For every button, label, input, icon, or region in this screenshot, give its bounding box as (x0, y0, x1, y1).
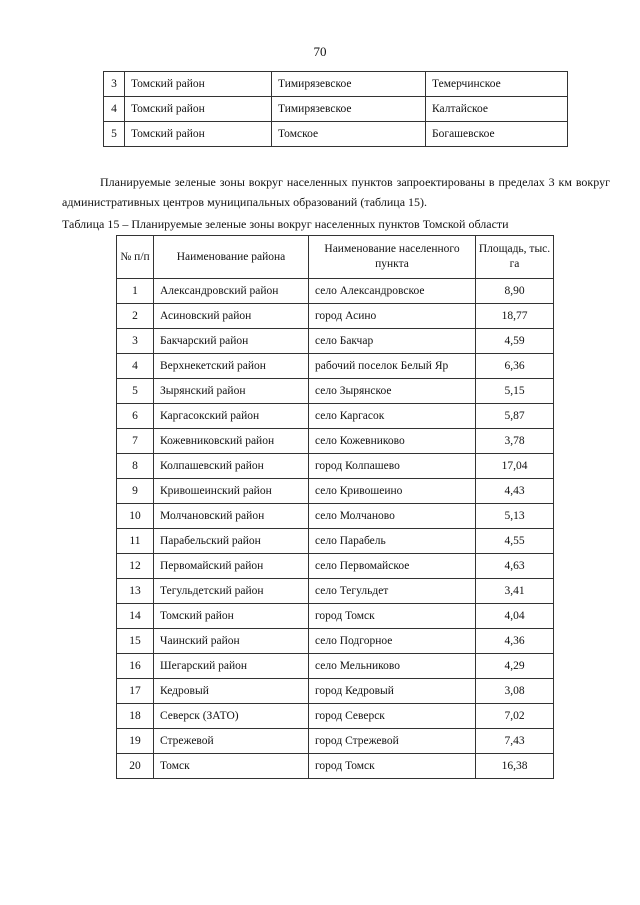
table-row (117, 604, 554, 629)
cell-num: 8 (117, 454, 154, 479)
cell-area: 4,43 (476, 479, 554, 504)
cell-num: 19 (117, 729, 154, 754)
cell-num: 16 (117, 654, 154, 679)
cell-district: Кожевниковский район (154, 429, 309, 454)
table-row (104, 122, 568, 147)
table-row (117, 729, 554, 754)
table-row (117, 579, 554, 604)
cell-area: 3,78 (476, 429, 554, 454)
cell-district: Тегульдетский район (154, 579, 309, 604)
cell-num: 17 (117, 679, 154, 704)
cell-num: 11 (117, 529, 154, 554)
cell-district: Чаинский район (154, 629, 309, 654)
table-row (117, 529, 554, 554)
cell-settlement: село Первомайское (309, 554, 476, 579)
table-row (117, 304, 554, 329)
cell-district: Томский район (125, 97, 272, 122)
cell-settlement: село Александровское (309, 279, 476, 304)
cell-center: Тимирязевское (272, 72, 426, 97)
cell-center: Тимирязевское (272, 97, 426, 122)
table-body (117, 279, 554, 779)
table-row (117, 329, 554, 354)
cell-area: 17,04 (476, 454, 554, 479)
cell-area: 4,04 (476, 604, 554, 629)
cell-district: Первомайский район (154, 554, 309, 579)
cell-district: Колпашевский район (154, 454, 309, 479)
cell-district: Стрежевой (154, 729, 309, 754)
page-number: 70 (313, 44, 327, 59)
cell-district: Асиновский район (154, 304, 309, 329)
cell-area: 7,43 (476, 729, 554, 754)
cell-settlement: село Парабель (309, 529, 476, 554)
cell-settlement: город Томск (309, 604, 476, 629)
cell-num: 1 (117, 279, 154, 304)
table-row (117, 504, 554, 529)
cell-zone: Калтайское (426, 97, 568, 122)
table-row (117, 354, 554, 379)
header-settlement: Наименование населенного пункта (309, 236, 476, 279)
table-row (104, 97, 568, 122)
cell-district: Кедровый (154, 679, 309, 704)
cell-settlement: село Каргасок (309, 404, 476, 429)
cell-settlement: село Подгорное (309, 629, 476, 654)
table-row (117, 679, 554, 704)
header-row (117, 236, 554, 279)
cell-settlement: село Молчаново (309, 504, 476, 529)
table-row (117, 704, 554, 729)
cell-settlement: село Тегульдет (309, 579, 476, 604)
cell-area: 3,08 (476, 679, 554, 704)
table-row (104, 72, 568, 97)
cell-district: Томский район (125, 122, 272, 147)
cell-district: Александровский район (154, 279, 309, 304)
cell-area: 6,36 (476, 354, 554, 379)
cell-area: 7,02 (476, 704, 554, 729)
cell-district: Парабельский район (154, 529, 309, 554)
cell-num: 4 (117, 354, 154, 379)
cell-district: Шегарский район (154, 654, 309, 679)
cell-area: 8,90 (476, 279, 554, 304)
cell-district: Кривошеинский район (154, 479, 309, 504)
cell-area: 4,63 (476, 554, 554, 579)
cell-settlement: село Бакчар (309, 329, 476, 354)
cell-settlement: город Северск (309, 704, 476, 729)
table-row (117, 654, 554, 679)
cell-settlement: село Зырянское (309, 379, 476, 404)
table-row (117, 454, 554, 479)
cell-settlement: рабочий поселок Белый Яр (309, 354, 476, 379)
table-row (117, 554, 554, 579)
cell-area: 4,29 (476, 654, 554, 679)
cell-num: 18 (117, 704, 154, 729)
continuation-table-body (104, 72, 568, 147)
cell-area: 16,38 (476, 754, 554, 779)
cell-num: 7 (117, 429, 154, 454)
table-row (117, 429, 554, 454)
cell-district: Томск (154, 754, 309, 779)
header-district: Наименование района (154, 236, 309, 279)
cell-num: 12 (117, 554, 154, 579)
cell-district: Томский район (154, 604, 309, 629)
cell-district: Бакчарский район (154, 329, 309, 354)
cell-district: Верхнекетский район (154, 354, 309, 379)
cell-settlement: город Стрежевой (309, 729, 476, 754)
cell-settlement: село Кривошеино (309, 479, 476, 504)
header-area: Площадь, тыс. га (476, 236, 554, 279)
table-row (117, 754, 554, 779)
cell-num: 6 (117, 404, 154, 429)
cell-num: 3 (117, 329, 154, 354)
cell-settlement: город Томск (309, 754, 476, 779)
cell-num: 15 (117, 629, 154, 654)
table-row (117, 279, 554, 304)
cell-center: Томское (272, 122, 426, 147)
cell-num: 9 (117, 479, 154, 504)
cell-district: Северск (ЗАТО) (154, 704, 309, 729)
cell-district: Томский район (125, 72, 272, 97)
cell-district: Молчановский район (154, 504, 309, 529)
cell-settlement: город Колпашево (309, 454, 476, 479)
cell-num: 4 (104, 97, 125, 122)
cell-area: 5,13 (476, 504, 554, 529)
cell-district: Каргасокский район (154, 404, 309, 429)
green-zones-table (116, 235, 554, 779)
cell-num: 10 (117, 504, 154, 529)
table-row (117, 379, 554, 404)
cell-num: 3 (104, 72, 125, 97)
cell-area: 5,87 (476, 404, 554, 429)
cell-area: 4,59 (476, 329, 554, 354)
cell-num: 20 (117, 754, 154, 779)
cell-settlement: город Кедровый (309, 679, 476, 704)
cell-zone: Темерчинское (426, 72, 568, 97)
cell-num: 5 (117, 379, 154, 404)
cell-num: 5 (104, 122, 125, 147)
cell-area: 18,77 (476, 304, 554, 329)
table-row (117, 404, 554, 429)
continuation-table (103, 71, 568, 147)
cell-district: Зырянский район (154, 379, 309, 404)
table-caption: Таблица 15 – Планируемые зеленые зоны вокруг населенных пунктов Томской области (62, 217, 509, 231)
header-num: № п/п (117, 236, 154, 279)
body-paragraph: Планируемые зеленые зоны вокруг населенных пунктов запроектированы в пределах 3 км вокруг административных центров муниципальных образований (таблица 15). (62, 175, 610, 209)
cell-settlement: город Асино (309, 304, 476, 329)
cell-zone: Богашевское (426, 122, 568, 147)
cell-area: 4,36 (476, 629, 554, 654)
cell-area: 3,41 (476, 579, 554, 604)
cell-settlement: село Мельниково (309, 654, 476, 679)
cell-settlement: село Кожевниково (309, 429, 476, 454)
cell-area: 5,15 (476, 379, 554, 404)
table-row (117, 629, 554, 654)
cell-num: 2 (117, 304, 154, 329)
table-header (117, 236, 554, 279)
cell-num: 14 (117, 604, 154, 629)
cell-num: 13 (117, 579, 154, 604)
table-row (117, 479, 554, 504)
cell-area: 4,55 (476, 529, 554, 554)
